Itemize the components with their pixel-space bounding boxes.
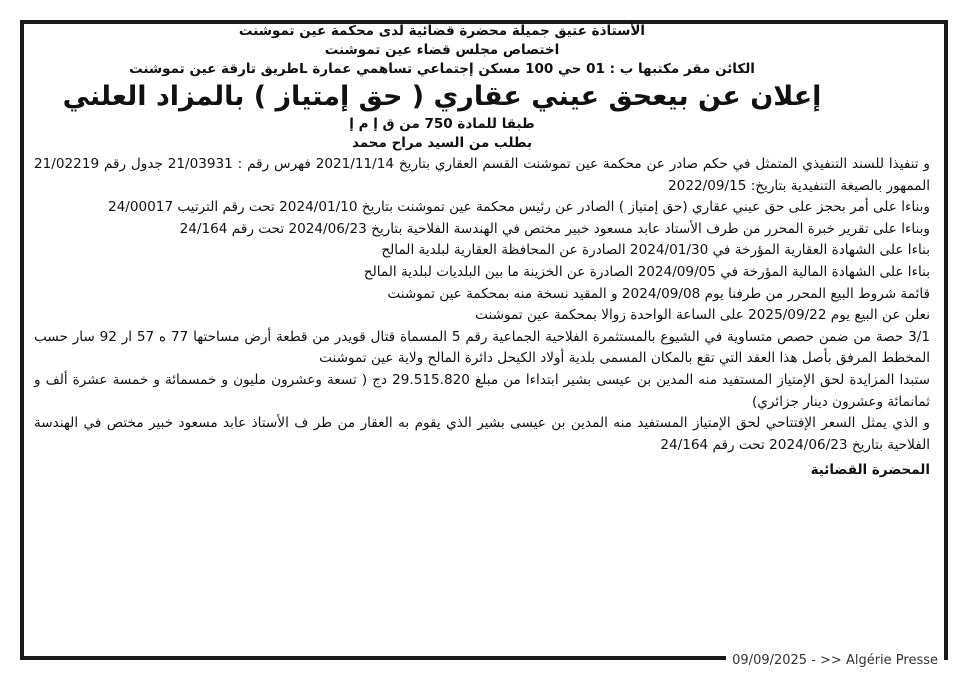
paragraph-enforcement-title: و تنفيذا للسند التنفيذي المتمثل في حكم صادر عن محكمة عين تموشنت القسم العقاري بتاريخ 2021/11/14 فهرس رقم : 21/03931 جدول رقم 21/02219 الممهور بالصيغة التنفيدية بتاريخ: 2022/09/15 xyxy=(34,156,930,194)
bailiff-header xyxy=(34,22,850,153)
paragraph-sale-conditions: قائمة شروط البيع المحرر من طرفنا يوم 2024/09/08 و المقيد نسخة منه بمحكمة عين تموشنت xyxy=(387,285,930,302)
paragraph-property-certificate: بناءا على الشهادة العقارية المؤرخة في 2024/01/30 الصادرة عن المحافظة العقارية لبلدية المالح xyxy=(381,242,930,259)
office-address-line: الكائن مقر مكتبها ب : 01 حي 100 مسكن إجتماعي تساهمي عمارة Lطريق تارقة عين تموشنت xyxy=(129,61,755,77)
notice-body xyxy=(34,154,930,456)
paragraph-property-description: 3/1 حصة من ضمن حصص متساوية في الشيوع بالمستثمرة الفلاحية الجماعية رقم 5 المسماة قتال قويدر من قطعة أرض مساحتها 77 ه 57 ار 92 سار حسب المخطط المرفق بأصل هذا العقد التي تقع بالمكان المسمى بلدية أولاد الكيحل دائرة المالح ولاية عين تموشنت xyxy=(34,328,931,367)
paragraph-starting-price: ستبدا المزايدة لحق الإمتياز المستفيد منه المدين بن عيسى بشير ابتداءا من مبلغ 29.515.820 دج ( تسعة وعشرون مليون و خمسمائة و خمسة عشرة ألف و ثمانمائة وعشرون دينار جزائري) xyxy=(34,371,930,410)
paragraph-expert-report: وبناءا على تقرير خبرة المحرر من طرف الأستاد عابد مسعود خبير مختص في الهندسة الفلاحية بتاريخ 2024/06/23 تحت رقم 24/164 xyxy=(179,220,930,237)
signature: المحضرة القضائية xyxy=(810,462,930,479)
paragraph-opening-price: و الذي يمثل السعر الإفتتاحي لحق الإمتياز المستفيد منه المدين بن عيسى بشير الذي يقوم به العقار من طر ف الأستاذ عابد مسعود خبير مختص في الهندسة الفلاحية بتاريخ 2024/06/23 تحت رقم 24/164 xyxy=(34,415,930,453)
publication-footer: 09/09/2025 - >> Algérie Presse xyxy=(726,651,944,671)
requester-line: بطلب من السيد مراح محمد xyxy=(351,135,533,151)
jurisdiction-line: اختصاص مجلس قضاء عين تموشنت xyxy=(324,42,560,58)
paragraph-seizure-order: وبناءا على أمر بحجز على حق عيني عقاري (حق إمتياز ) الصادر عن رئيس محكمة عين تموشنت بتاريخ 2024/01/10 تحت رقم الترتيب 24/00017 xyxy=(107,199,930,216)
notice-title: إعلان عن بيعحق عيني عقاري ( حق إمتياز ) بالمزاد العلني xyxy=(62,81,822,112)
legal-article-line: طبقا للمادة 750 من ق إ م إ xyxy=(349,116,535,132)
paragraph-financial-certificate: بناءا على الشهادة المالية المؤرخة في 2024/09/05 الصادرة عن الخزينة ما بين البلديات لبلدية المالح xyxy=(363,263,930,280)
notice-content xyxy=(34,22,930,481)
paragraph-sale-date: نعلن عن البيع يوم 2025/09/22 على الساعة الواحدة زوالا بمحكمة عين تموشنت xyxy=(475,307,930,324)
bailiff-name-line: الأستاذة عتيق جميلة محضرة قضائية لدى محكمة عين تموشنت xyxy=(238,23,646,39)
